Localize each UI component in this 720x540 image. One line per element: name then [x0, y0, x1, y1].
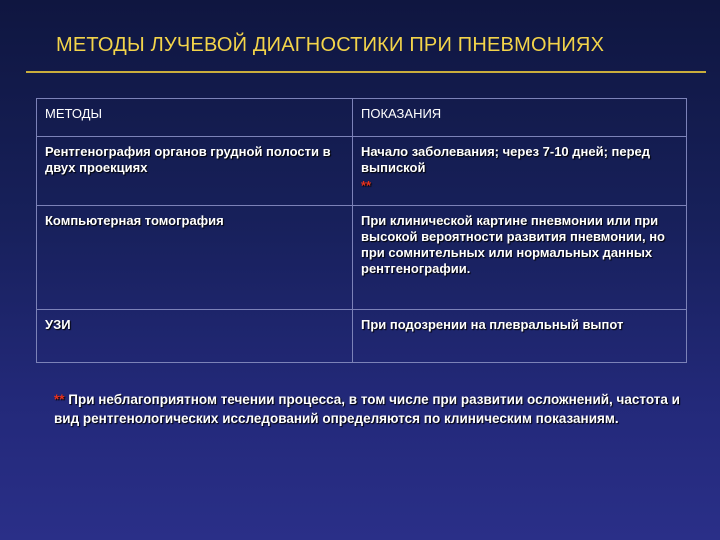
table-header-row [37, 99, 687, 137]
indication-cell: При подозрении на плевральный выпот [353, 310, 687, 363]
table-row [37, 206, 687, 310]
footnote-text: При неблагоприятном течении процесса, в том числе при развитии осложнений, частота и вид рентгенологических исследований определяются по клиническим показаниям. [54, 392, 680, 426]
method-cell: Компьютерная томография [37, 206, 353, 310]
table-row [37, 137, 687, 206]
method-cell: Рентгенография органов грудной полости в двух проекциях [37, 137, 353, 206]
footnote [54, 390, 684, 428]
method-cell: УЗИ [37, 310, 353, 363]
diagnostics-table [36, 98, 687, 363]
header-indications: ПОКАЗАНИЯ [353, 99, 687, 137]
table-row [37, 310, 687, 363]
footnote-marker: ** [361, 178, 372, 193]
header-methods: МЕТОДЫ [37, 99, 353, 137]
slide-title: МЕТОДЫ ЛУЧЕВОЙ ДИАГНОСТИКИ ПРИ ПНЕВМОНИЯХ [56, 34, 605, 56]
footnote-marker: ** [54, 392, 65, 407]
title-divider [26, 71, 706, 73]
indication-cell: При клинической картине пневмонии или при высокой вероятности развития пневмонии, но при сомнительных или нормальных данных рентгенографии. [353, 206, 687, 310]
indication-cell [353, 137, 687, 206]
indication-text: Начало заболевания; через 7-10 дней; перед выпиской [361, 144, 651, 175]
